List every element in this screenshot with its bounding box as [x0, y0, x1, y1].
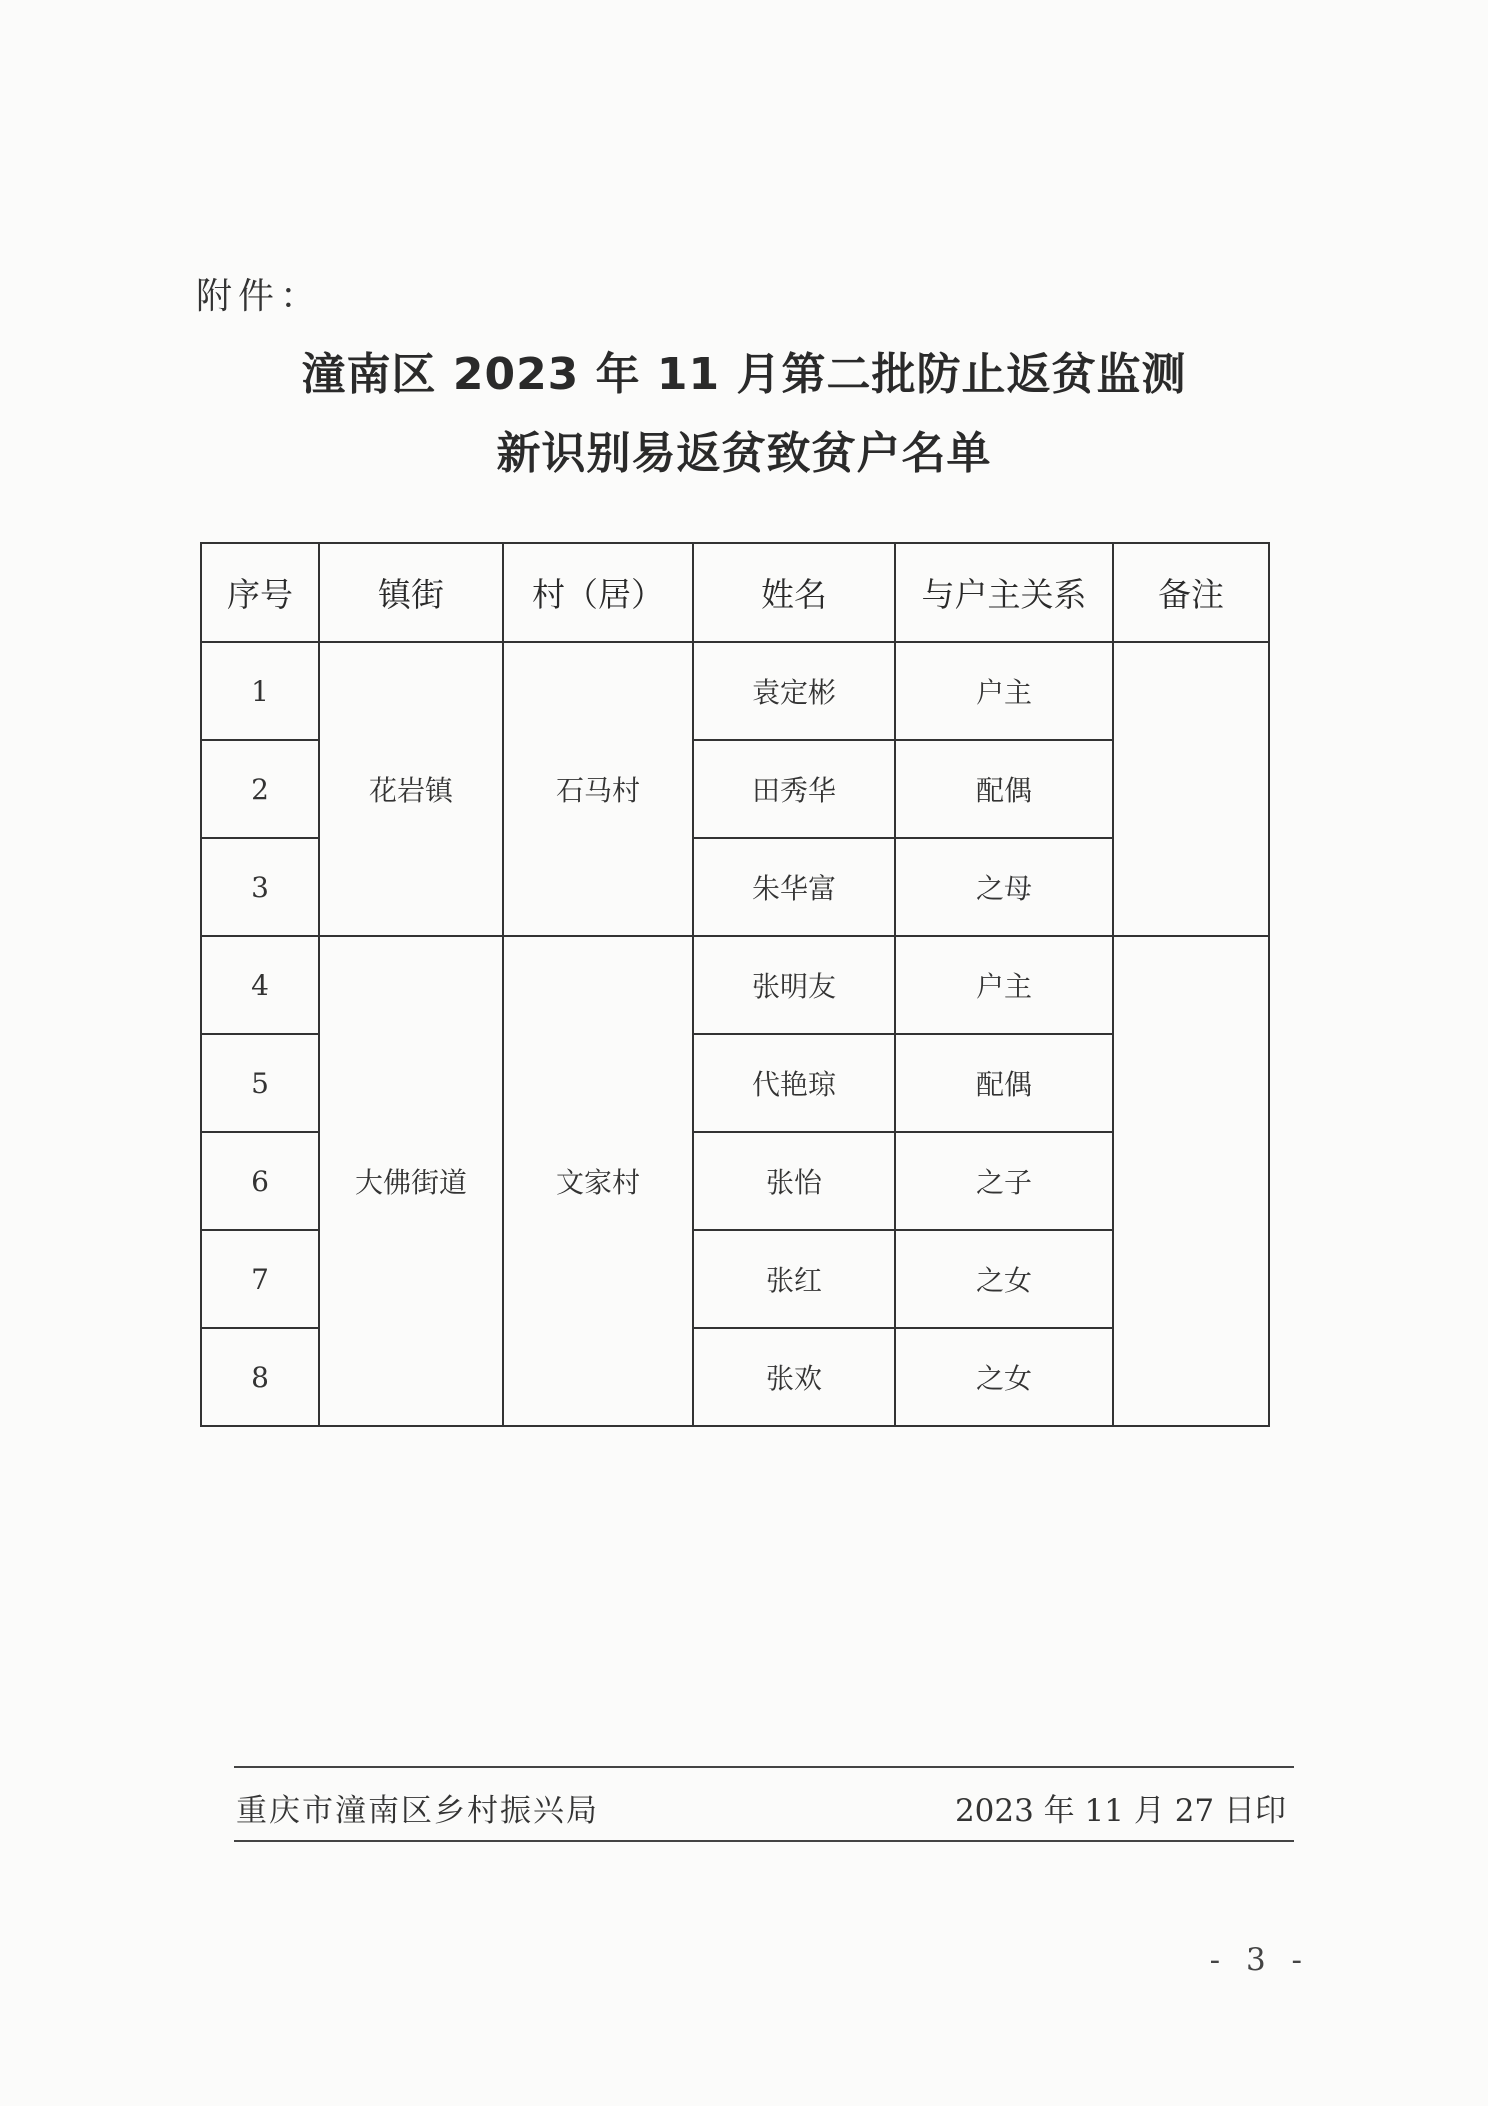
name-cell: 袁定彬: [693, 642, 895, 740]
issuing-organization: 重庆市潼南区乡村振兴局: [236, 1793, 599, 1829]
name-cell: 代艳琼: [693, 1034, 895, 1132]
serial-cell: 2: [201, 740, 319, 838]
serial-cell: 3: [201, 838, 319, 936]
name-cell: 张怡: [693, 1132, 895, 1230]
serial-cell: 7: [201, 1230, 319, 1328]
name-cell: 朱华富: [693, 838, 895, 936]
column-header-relation: 与户主关系: [895, 543, 1113, 642]
name-cell: 张欢: [693, 1328, 895, 1426]
column-header-name: 姓名: [693, 543, 895, 642]
village-cell: 石马村: [503, 642, 693, 936]
table-header-row: [201, 543, 1269, 642]
footer-bottom-rule: [234, 1840, 1294, 1842]
name-cell: 张明友: [693, 936, 895, 1034]
serial-cell: 8: [201, 1328, 319, 1426]
serial-cell: 4: [201, 936, 319, 1034]
column-header-town: 镇街: [319, 543, 503, 642]
relation-cell: 配偶: [895, 740, 1113, 838]
table-row: [201, 936, 1269, 1034]
page-number: - 3 -: [1209, 1942, 1310, 1978]
relation-cell: 之母: [895, 838, 1113, 936]
serial-cell: 1: [201, 642, 319, 740]
remark-cell: [1113, 936, 1269, 1426]
remark-cell: [1113, 642, 1269, 936]
print-date: 2023 年 11 月 27 日印: [954, 1793, 1286, 1829]
column-header-village: 村（居）: [503, 543, 693, 642]
serial-cell: 6: [201, 1132, 319, 1230]
relation-cell: 之子: [895, 1132, 1113, 1230]
serial-cell: 5: [201, 1034, 319, 1132]
document-title-line1: 潼南区 2023 年 11 月第二批防止返贫监测: [301, 349, 1187, 400]
relation-cell: 户主: [895, 936, 1113, 1034]
document-title-line2: 新识别易返贫致贫户名单: [496, 428, 992, 479]
household-roster-table: [200, 542, 1270, 1427]
relation-cell: 户主: [895, 642, 1113, 740]
town-cell: 大佛街道: [319, 936, 503, 1426]
name-cell: 田秀华: [693, 740, 895, 838]
village-cell: 文家村: [503, 936, 693, 1426]
table-row: [201, 642, 1269, 740]
relation-cell: 配偶: [895, 1034, 1113, 1132]
column-header-remark: 备注: [1113, 543, 1269, 642]
relation-cell: 之女: [895, 1328, 1113, 1426]
relation-cell: 之女: [895, 1230, 1113, 1328]
town-cell: 花岩镇: [319, 642, 503, 936]
name-cell: 张红: [693, 1230, 895, 1328]
footer-top-rule: [234, 1766, 1294, 1768]
column-header-serial: 序号: [201, 543, 319, 642]
attachment-label: 附件：: [196, 276, 323, 317]
